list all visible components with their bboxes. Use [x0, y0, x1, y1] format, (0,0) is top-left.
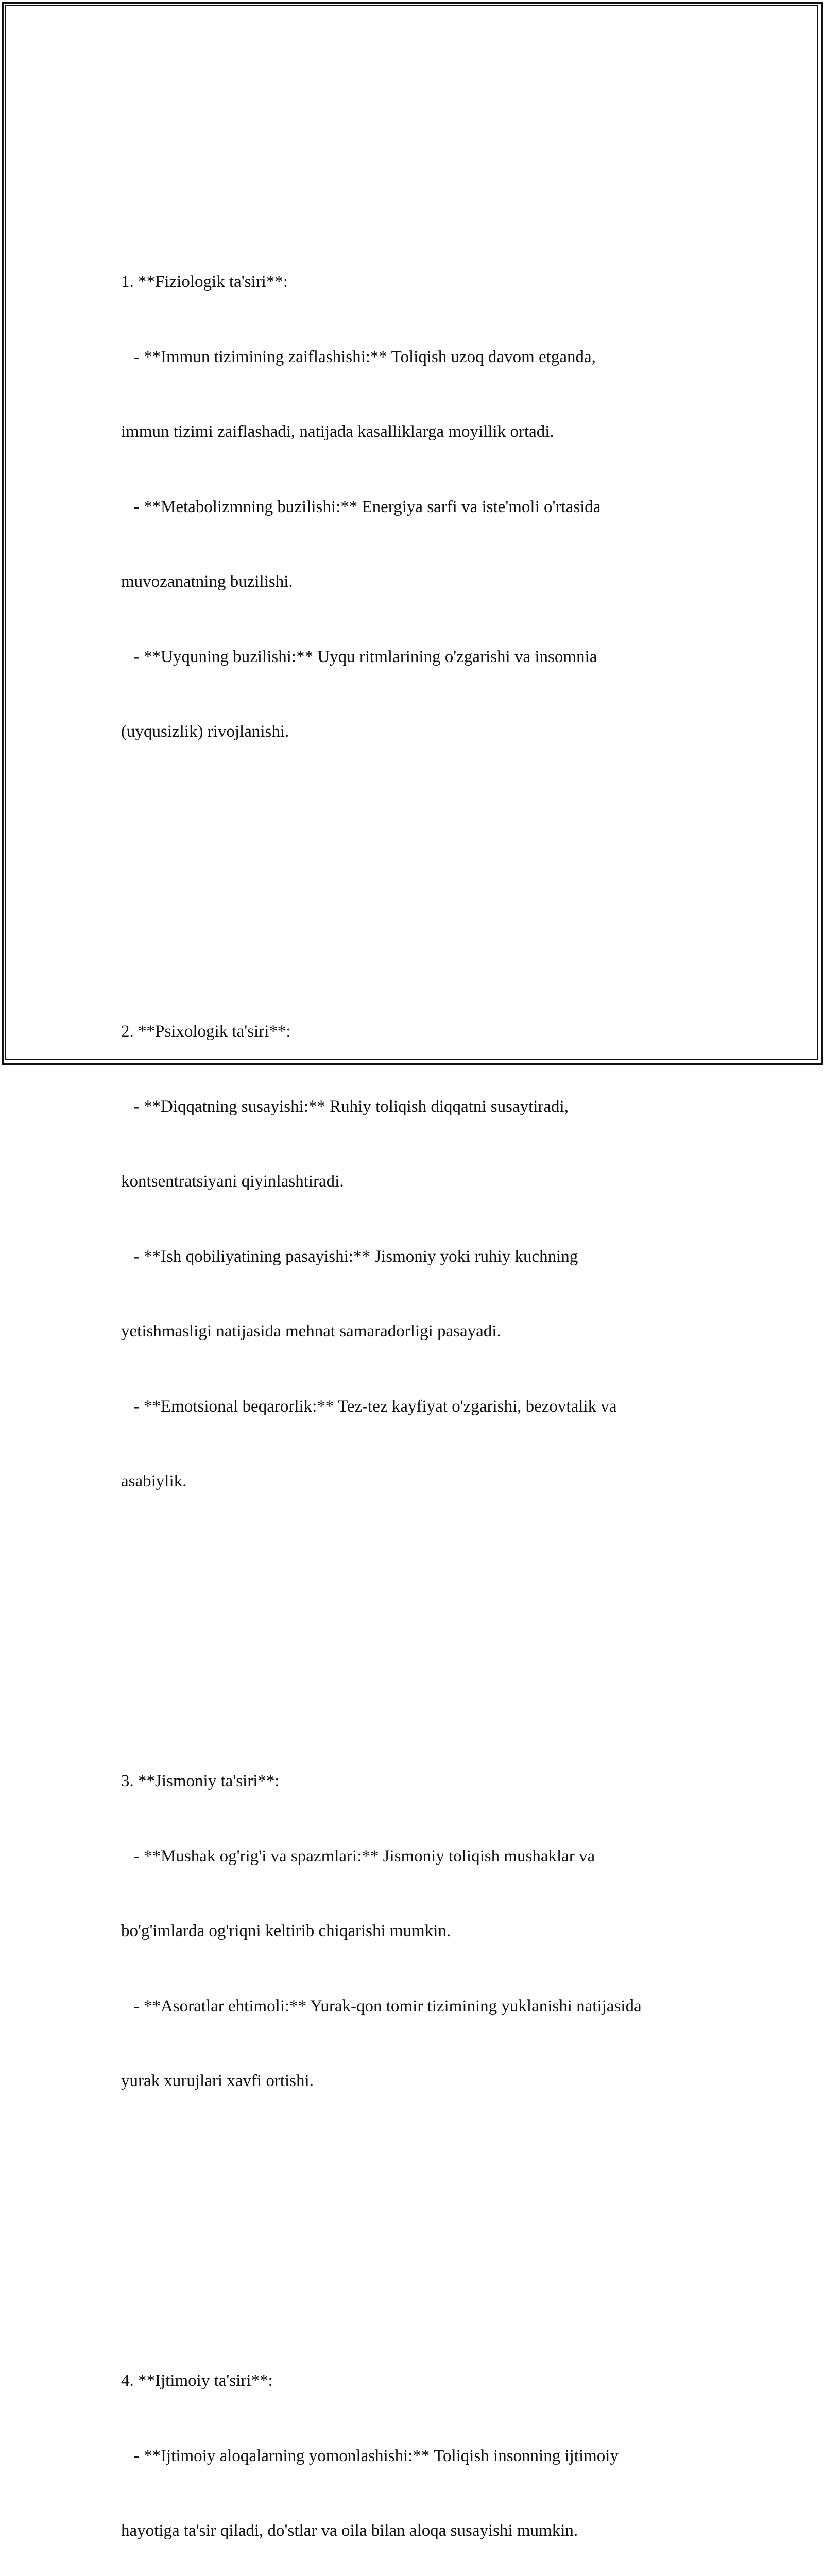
- document-body: [121, 120, 729, 2576]
- paragraph-gap: [121, 844, 729, 870]
- list-item-line: - **Diqqatning susayishi:** Ruhiy toliqish diqqatni susaytiradi,: [121, 1097, 569, 1116]
- section-heading: 3. **Jismoniy ta'siri**:: [121, 1772, 280, 1790]
- list-item-line: - **Ijtimoiy aloqalarning yomonlashishi:** Toliqish insonning ijtimoiy: [121, 2446, 619, 2465]
- list-item-line: - **Metabolizmning buzilishi:** Energiya sarfi va iste'moli o'rtasida: [121, 497, 601, 516]
- list-item-line: - **Immun tizimining zaiflashishi:** Toliqish uzoq davom etganda,: [121, 347, 596, 366]
- paragraph-gap: [121, 2194, 729, 2219]
- list-item-line: muvozanatning buzilishi.: [121, 572, 293, 591]
- list-item-line: bo'g'imlarda og'riqni keltirib chiqarishi mumkin.: [121, 1922, 451, 1940]
- list-item-line: yurak xurujlari xavfi ortishi.: [121, 2072, 314, 2090]
- list-item-line: (uyqusizlik) rivojlanishi.: [121, 722, 289, 741]
- list-item-line: - **Uyquning buzilishi:** Uyqu ritmlarining o'zgarishi va insomnia: [121, 647, 597, 666]
- list-item-line: - **Asoratlar ehtimoli:** Yurak-qon tomir tizimining yuklanishi natijasida: [121, 1996, 642, 2015]
- list-item-line: - **Ish qobiliyatining pasayishi:** Jismoniy yoki ruhiy kuchning: [121, 1247, 578, 1266]
- section-heading: 4. **Ijtimoiy ta'siri**:: [121, 2371, 273, 2390]
- section-heading: 1. **Fiziologik ta'siri**:: [121, 273, 288, 291]
- list-item-line: - **Mushak og'rig'i va spazmlari:** Jismoniy toliqish mushaklar va: [121, 1846, 595, 1866]
- list-item-line: immun tizimi zaiflashadi, natijada kasalliklarga moyillik ortadi.: [121, 422, 554, 441]
- list-item-line: kontsentratsiyani qiyinlashtiradi.: [121, 1172, 344, 1191]
- section-physiological: [121, 219, 729, 794]
- list-item-line: asabiylik.: [121, 1472, 187, 1490]
- list-item-line: hayotiga ta'sir qiladi, do'stlar va oila bilan aloqa susayishi mumkin.: [121, 2521, 578, 2540]
- list-item-line: - **Emotsional beqarorlik:** Tez-tez kayfiyat o'zgarishi, bezovtalik va: [121, 1397, 617, 1416]
- list-item-line: yetishmasligi natijasida mehnat samaradorligi pasayadi.: [121, 1322, 501, 1341]
- section-heading: 2. **Psixologik ta'siri**:: [121, 1022, 291, 1041]
- section-psychological: [121, 969, 729, 1544]
- section-social: [121, 2318, 729, 2576]
- section-physical: [121, 1719, 729, 2144]
- paragraph-gap: [121, 1594, 729, 1619]
